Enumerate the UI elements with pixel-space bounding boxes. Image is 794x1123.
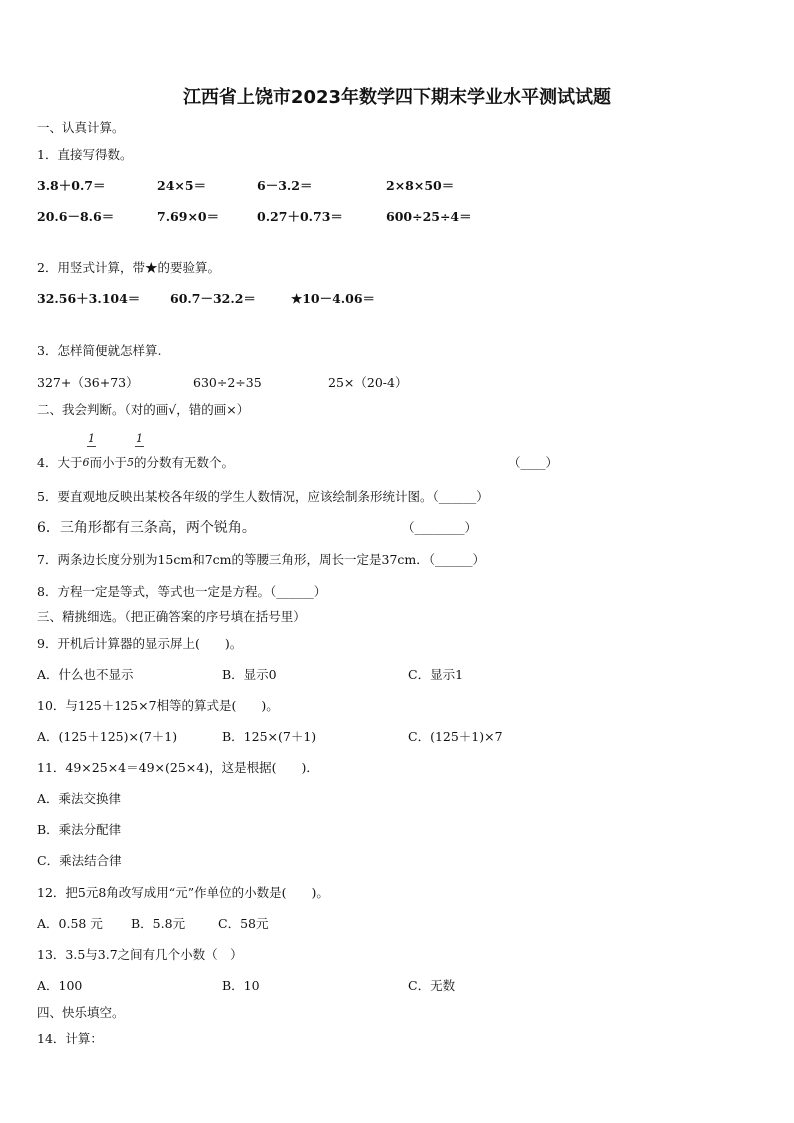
q1-item: 6－3.2＝ xyxy=(257,178,313,193)
option-c[interactable]: C．(125＋1)×7 xyxy=(408,729,503,744)
q3-item: 630÷2÷35 xyxy=(193,375,262,390)
q1-item: 600÷25÷4＝ xyxy=(386,209,472,224)
q2-item: 32.56＋3.104＝ xyxy=(37,291,141,306)
question-9-stem: 9．开机后计算器的显示屏上( )。 xyxy=(37,636,243,651)
option-a[interactable]: A．0.58 元 xyxy=(37,916,103,931)
question-1-stem: 1．直接写得数。 xyxy=(37,147,133,162)
q3-item: 25×（20-4） xyxy=(328,375,408,390)
question-14-stem: 14．计算： xyxy=(37,1031,103,1046)
fraction-2-bar xyxy=(135,446,144,447)
section-heading-1: 一、认真计算。 xyxy=(37,120,125,135)
option-a[interactable]: A．什么也不显示 xyxy=(37,667,134,682)
question-3-stem: 3．怎样简便就怎样算. xyxy=(37,343,162,358)
option-b[interactable]: B．5.8元 xyxy=(131,916,186,931)
q1-item: 20.6－8.6＝ xyxy=(37,209,115,224)
option-c[interactable]: C．58元 xyxy=(218,916,269,931)
question-10-stem: 10．与125＋125×7相等的算式是( )。 xyxy=(37,698,279,713)
q4-part-b: 而小于 xyxy=(89,455,127,470)
q3-item: 327+（36+73） xyxy=(37,375,139,390)
q1-item: 7.69×0＝ xyxy=(157,209,220,224)
option-b[interactable]: B．10 xyxy=(222,978,260,993)
question-2-stem: 2．用竖式计算，带★的要验算。 xyxy=(37,260,220,275)
option-b[interactable]: B．显示0 xyxy=(222,667,277,682)
question-4-text xyxy=(37,455,234,471)
question-6: 6．三角形都有三条高，两个锐角。 xyxy=(37,520,256,536)
fraction-1-numerator: 1 xyxy=(88,432,95,445)
option-b[interactable]: B．乘法分配律 xyxy=(37,822,122,837)
option-c[interactable]: C．无数 xyxy=(408,978,456,993)
option-c[interactable]: C．乘法结合律 xyxy=(37,853,122,868)
question-5: 5．要直观地反映出某校各年级的学生人数情况，应该绘制条形统计图。（______） xyxy=(37,489,489,504)
q1-item: 0.27＋0.73＝ xyxy=(257,209,343,224)
fraction-1-bar xyxy=(87,446,96,447)
q1-item: 24×5＝ xyxy=(157,178,207,193)
question-12-stem: 12．把5元8角改写成用“元”作单位的小数是( )。 xyxy=(37,885,329,900)
fraction-2-denominator: 5 xyxy=(126,456,134,469)
option-b[interactable]: B．125×(7＋1) xyxy=(222,729,317,744)
section-heading-3: 三、精挑细选。（把正确答案的序号填在括号里） xyxy=(37,609,306,624)
fraction-1-denominator: 6 xyxy=(82,456,90,469)
question-11-stem: 11．49×25×4＝49×(25×4)，这是根据( )． xyxy=(37,760,319,775)
option-c[interactable]: C．显示1 xyxy=(408,667,464,682)
option-a[interactable]: A．(125＋125)×(7＋1) xyxy=(37,729,178,744)
question-7: 7．两条边长度分别为15cm和7cm的等腰三角形，周长一定是37cm．（______） xyxy=(37,552,486,567)
q4-part-a: 4．大于 xyxy=(37,455,83,470)
q2-item: 60.7－32.2＝ xyxy=(170,291,256,306)
page-title: 江西省上饶市2023年数学四下期末学业水平测试试题 xyxy=(182,87,612,108)
question-13-stem: 13．3.5与3.7之间有几个小数（ ） xyxy=(37,947,243,962)
section-heading-2: 二、我会判断。（对的画√，错的画×） xyxy=(37,402,250,417)
q1-item: 3.8＋0.7＝ xyxy=(37,178,106,193)
q4-part-c: 的分数有无数个。 xyxy=(133,455,234,470)
question-8: 8．方程一定是等式，等式也一定是方程。（______） xyxy=(37,584,327,599)
fraction-2-numerator: 1 xyxy=(136,432,143,445)
section-heading-4: 四、快乐填空。 xyxy=(37,1005,125,1020)
option-a[interactable]: A．100 xyxy=(37,978,83,993)
q1-item: 2×8×50＝ xyxy=(386,178,455,193)
answer-blank[interactable]: （________） xyxy=(402,520,478,535)
q2-item: ★10－4.06＝ xyxy=(291,291,376,306)
answer-blank[interactable]: （____） xyxy=(508,455,559,470)
option-a[interactable]: A．乘法交换律 xyxy=(37,791,122,806)
